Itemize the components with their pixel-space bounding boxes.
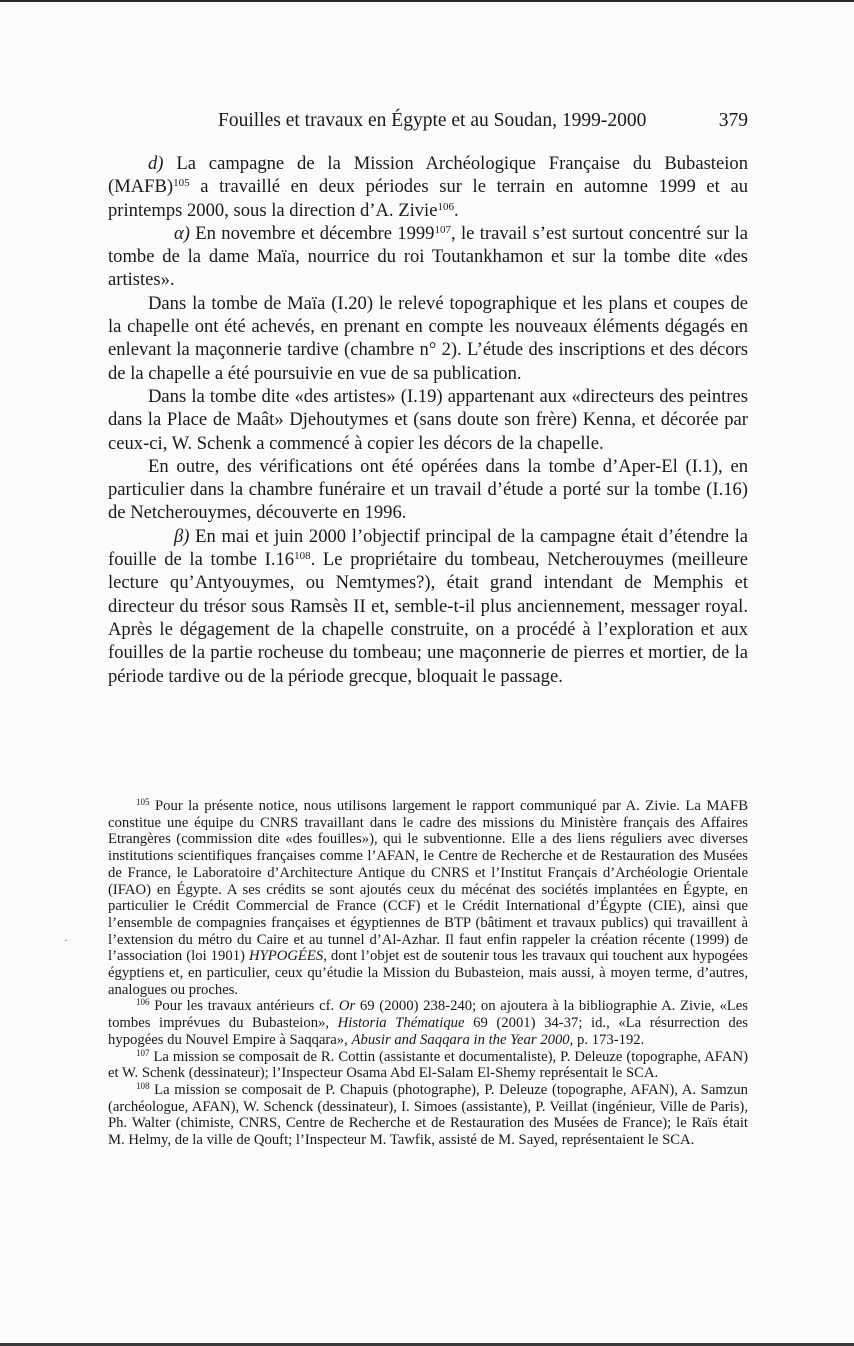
running-header [108,106,748,136]
footnote: $^{105}$ Pour la présente notice, nous utilisons largement le rapport communiqué par A. Zivie. La MAFB constitue une équipe du CNRS travaillant dans le cadre des missions du Ministère français des Affaires Etrangères (commission dite «des fouilles»), qui le subventionne. Elle a des liens réguliers avec diverses institutions scientifiques françaises comme l’AFAN, le Centre de Recherche et de Restauration des Musées de France, le Laboratoire d’Architecture Antique du CNRS et l’Institut Français d’Archéologie Orientale (IFAO) en Égypte. A ses crédits se sont ajoutés ceux du mécénat des sociétés implantées en Égypte, en particulier le Crédit Commercial de France (CCF) et le Crédit International d’Égypte (CIE), ainsi que l’ensemble de compagnies françaises et égyptiennes de BTP (bâtiment et travaux publics) qui travaillent à l’extension du métro du Caire et au tunnel d’Al-Azhar. Il faut enfin rappeler la création récente (1999) de l’association (loi 1901) HYPOGÉES, dont l’objet est de soutenir tous les travaux qui touchent aux hypogées égyptiens et, en particulier, ceux qu’étudie la Mission du Bubasteion, mais aussi, à moyen terme, d’autres, analogues ou proches. [108,797,748,998]
margin-mark: · [64,933,68,947]
body-paragraph: En outre, des vérifications ont été opérées dans la tombe d’Aper-El (I.1), en particulier dans la chambre funéraire et un travail d’étude a porté sur la tombe (I.16) de Netcherouymes, découverte en 1996. [108,455,748,524]
body-paragraph: α) En novembre et décembre 1999$^{107}$, le travail s’est surtout concentré sur la tombe de la dame Maïa, nourrice du roi Toutankhamon et sur la tombe dite «des artistes». [108,222,748,291]
footnote: $^{107}$ La mission se composait de R. Cottin (assistante et documentaliste), P. Deleuze (topographe, AFAN) et W. Schenk (dessinateur); l’Inspecteur Osama Abd El-Salam El-Shemy représentait le SCA. [108,1047,748,1082]
page-number: 379 [718,110,748,131]
page-top-edge [0,0,854,2]
footnotes [108,798,748,1149]
body-paragraph: β) En mai et juin 2000 l’objectif principal de la campagne était d’étendre la fouille de la tombe $I.16^{108}$. Le propriétaire du tombeau, Netcherouymes (meilleure lecture qu’Antyouymes, ou Nemtymes?), était grand intendant de Memphis et directeur du trésor sous Ramsès II et, semble-t-il plus anciennement, messager royal. Après le dégagement de la chapelle construite, on a procédé à l’exploration et aux fouilles de la partie rocheuse du tombeau; une maçonnerie de pierres et mortier, de la période tardive ou de la période grecque, bloquait le passage. [108,525,748,687]
main-text [108,152,748,688]
running-title: Fouilles et travaux en Égypte et au Soudan, 1999-2000 [218,110,647,131]
footnote: $^{106}$ Pour les travaux antérieurs cf. Or 69 (2000) 238-240; on ajoutera à la bibliographie A. Zivie, «Les tombes imprévues du Bubasteion», Historia Thématique 69 (2001) 34-37; id., «La résurrection des hypogées du Nouvel Empire à Saqqara», Abusir and Saqqara in the Year 2000, p. 173-192. [108,997,748,1048]
body-paragraph: d) La campagne de la Mission Archéologique Française du Bubasteion (MAFB)$^{105}$ a travaillé en deux périodes sur le terrain en automne 1999 et au printemps 2000, sous la direction d’A. Zivie$^{106}$. [108,153,748,221]
footnote: $^{108}$ La mission se composait de P. Chapuis (photographe), P. Deleuze (topographe, AFAN), A. Samzun (archéologue, AFAN), W. Schenck (dessinateur), I. Simoes (assistante), P. Veillat (ingénieur, Ville de Paris), Ph. Walter (chimiste, CNRS, Centre de Recherche et de Restauration des Musées de France); le Raïs était M. Helmy, de la ville de Qouft; l’Inspecteur M. Tawfik, assisté de M. Sayed, représentaient le SCA. [108,1080,748,1149]
body-paragraph: Dans la tombe dite «des artistes» (I.19) appartenant aux «directeurs des peintres dans la Place de Maât» Djehoutymes et (sans doute son frère) Kenna, et décorée par ceux-ci, W. Schenk a commencé à copier les décors de la chapelle. [108,385,748,454]
body-paragraph: Dans la tombe de Maïa (I.20) le relevé topographique et les plans et coupes de la chapelle ont été achevés, en prenant en compte les nouveaux éléments dégagés en enlevant la maçonnerie tardive (chambre n° 2). L’étude des inscriptions et des décors de la chapelle a été poursuivie en vue de sa publication. [108,292,748,384]
